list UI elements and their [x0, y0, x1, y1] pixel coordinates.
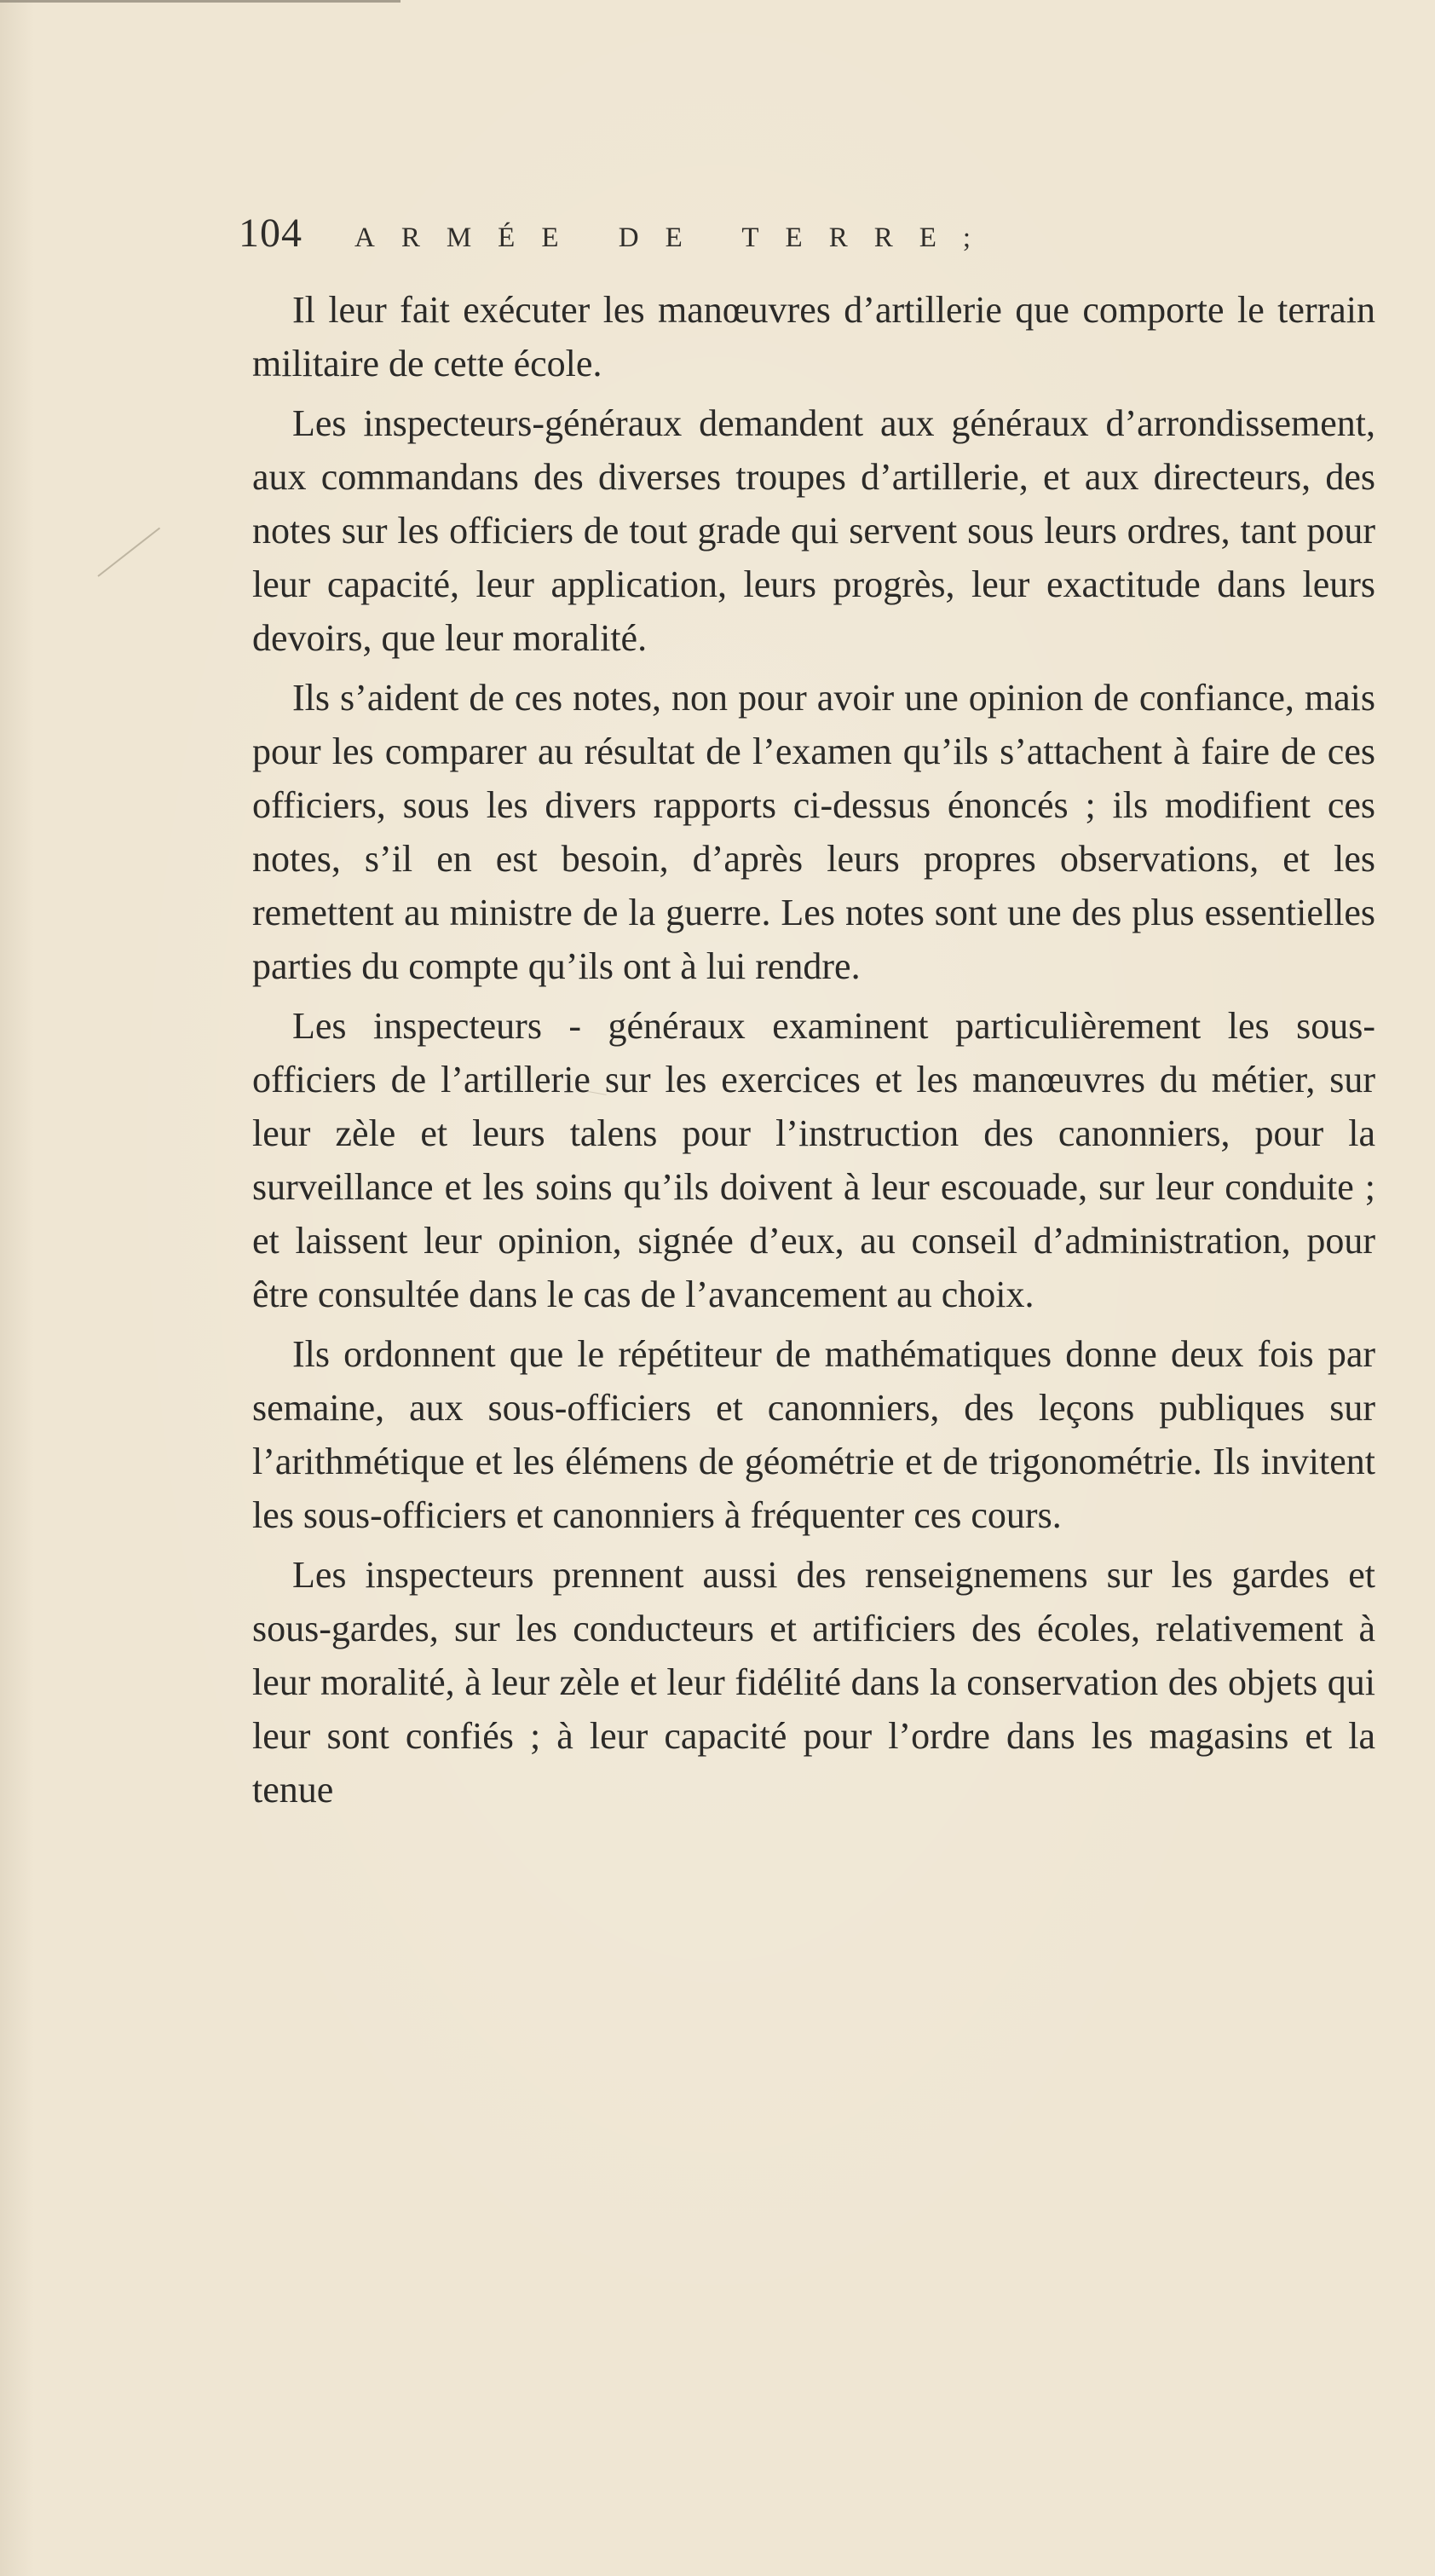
paragraph-guards-information: Les inspecteurs prennent aussi des renseignemens sur les gardes et sous-gardes, sur les conducteurs et artificiers des écoles, relativement à leur moralité, à leur zèle et leur fidélité dans la conservation des objets qui leur sont confiés ; à leur capacité pour l’ordre dans les magasins et la tenue	[252, 1554, 1375, 1811]
paragraph-officer-notes: Les inspecteurs-généraux demandent aux généraux d’arrondissement, aux commandans des diverses troupes d’artillerie, et aux directeurs, des notes sur les officiers de tout grade qui servent sous leurs ordres, tant pour leur capacité, leur application, leurs progrès, leur exactitude dans leurs devoirs, que leur moralité.	[252, 402, 1375, 659]
body-text	[252, 283, 1375, 1822]
paragraph-note-comparison: Ils s’aident de ces notes, non pour avoir une opinion de confiance, mais pour les comparer au résultat de l’examen qu’ils s’attachent à faire de ces officiers, sous les divers rapports ci-dessus énoncés ; ils modifient ces notes, s’il en est besoin, d’après leurs propres observations, et les remettent au ministre de la guerre. Les notes sont une des plus essentielles parties du compte qu’ils ont à lui rendre.	[252, 677, 1375, 987]
running-head: ARMÉE DE TERRE;	[354, 222, 998, 253]
top-edge-rule	[0, 0, 401, 3]
paragraph-mathematics-lessons: Ils ordonnent que le répétiteur de mathématiques donne deux fois par semaine, aux sous-officiers et canonniers, des leçons publiques sur l’arithmétique et les élémens de géométrie et de trigonométrie. Ils invitent les sous-officiers et canonniers à fréquenter ces cours.	[252, 1333, 1375, 1536]
page-header	[239, 210, 1219, 269]
page-number: 104	[239, 211, 303, 256]
paragraph-noncommissioned-officers: Les inspecteurs - généraux examinent particulièrement les sous-officiers de l’artillerie sur les exercices et les manœuvres du métier, sur leur zèle et leurs talens pour l’instruction des canonniers, pour la surveillance et les soins qu’ils doivent à leur escouade, sur leur conduite ; et laissent leur opinion, signée d’eux, au conseil d’administration, pour être consultée dans le cas de l’avancement au choix.	[252, 1005, 1375, 1315]
paper-scratch	[97, 528, 160, 577]
paragraph-artillery-maneuvers: Il leur fait exécuter les manœuvres d’artillerie que comporte le terrain militaire de cette école.	[252, 289, 1375, 384]
